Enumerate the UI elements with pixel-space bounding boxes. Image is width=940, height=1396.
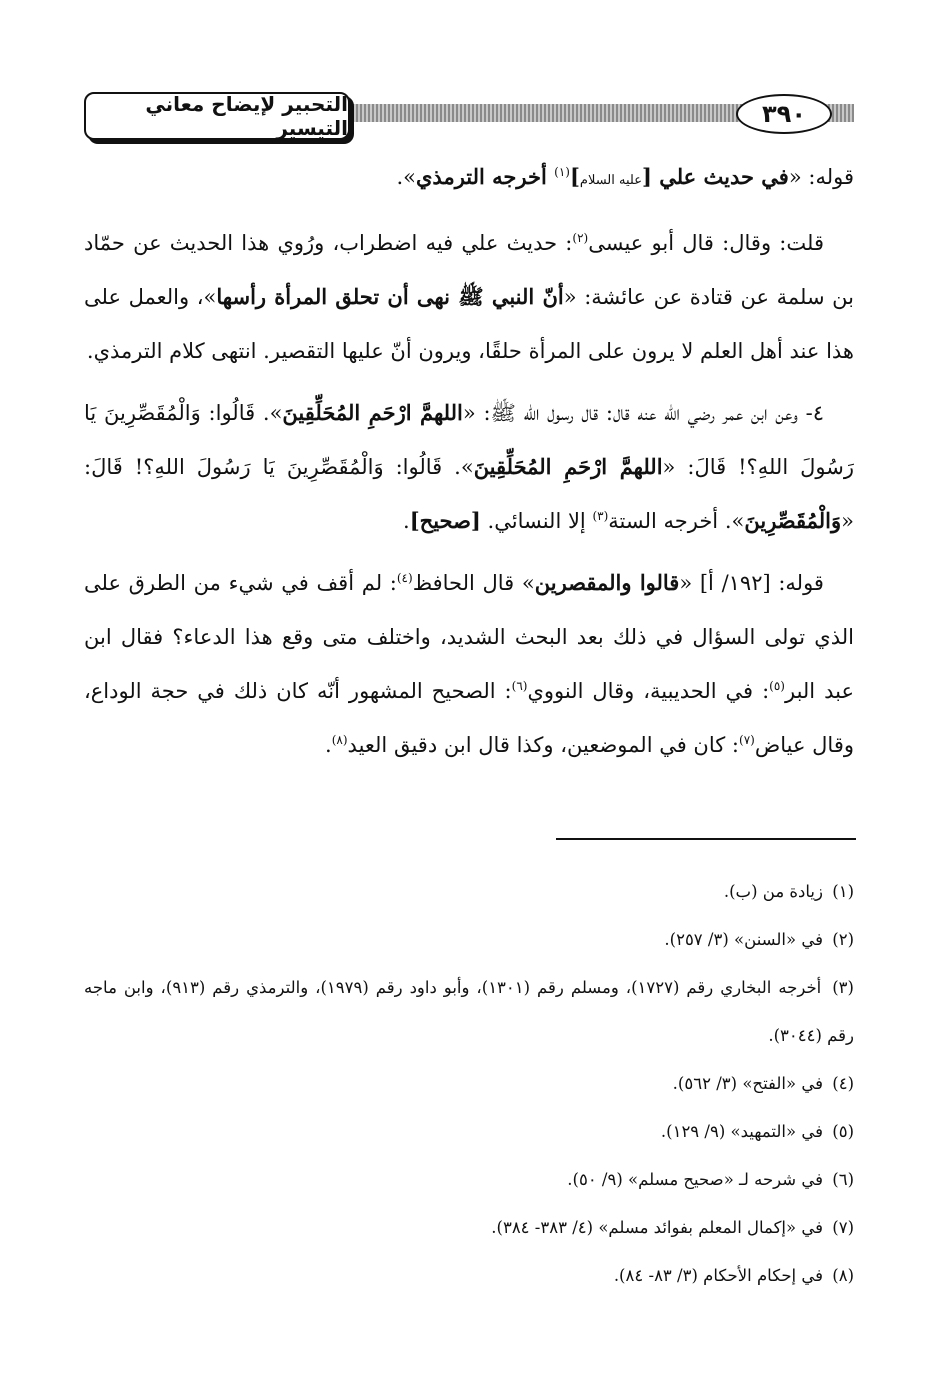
footnote: (١) زيادة من (ب). <box>723 882 854 901</box>
footnote: (٣) أخرجه البخاري رقم (١٧٢٧)، ومسلم رقم (١٣٠١)، وأبو داود رقم (١٩٧٩)، والترمذي رقم (٩١٣)، وابن ماجه رقم (٣٠٤٤). <box>84 978 854 1045</box>
footnote: (٨) في إحكام الأحكام (٣/ ٨٣- ٨٤). <box>613 1266 854 1285</box>
hadith-grade: [صحيح] <box>409 508 481 533</box>
footnote: (٧) في «إكمال المعلم بفوائد مسلم» (٤/ ٣٨٣- ٣٨٤). <box>491 1218 854 1237</box>
footnote-ref-2: (٢) <box>572 231 589 245</box>
footnote-ref-4: (٤) <box>396 571 413 585</box>
footnote: (٥) في «التمهيد» (٩/ ١٢٩). <box>660 1122 854 1141</box>
page-number: ٣٩٠ <box>736 94 832 134</box>
page-header <box>84 92 854 146</box>
paragraph-2: قلت: وقال: قال أبو عيسى$^{(٢)}$: حديث علي فيه اضطراب، ورُوي هذا الحديث عن حمّاد بن سلمة عن قتادة عن عائشة: «أنّ النبي ﷺ نهى أن تحلق المرأة رأسها»، والعمل على هذا عند أهل العلم لا يرون على المرأة حلقًا، ويرون أنّ عليها التقصير. انتهى كلام الترمذي. <box>84 231 855 363</box>
footnote-ref-8: (٨) <box>331 733 348 747</box>
paragraph-1: قوله: «في حديث علي [عليه السلام]$^{(١)}$ أخرجه الترمذي». <box>396 164 854 189</box>
honorific-glyph: عليه السلام <box>579 173 642 188</box>
footnote-ref-3: (٣) <box>592 509 609 523</box>
footnote-ref-5: (٥) <box>769 679 785 693</box>
paragraph-3: ٤- وعن ابن عمر رضي الله عنه قال: قال رسول الله ﷺ: «اللهمَّ ارْحَمِ المُحَلِّقِينَ». قَالُوا: وَالْمُقَصِّرِينَ يَا رَسُولَ اللهِ؟! قَالَ: «اللهمَّ ارْحَمِ المُحَلِّقِينَ». قَالُوا: وَالْمُقَصِّرِينَ يَا رَسُولَ اللهِ؟! قَالَ: «وَالْمُقَصِّرِينَ». أخرجه الستة$^{(٣)}$ إلا النسائي. [صحيح]. <box>84 400 854 533</box>
footnote: (٤) في «الفتح» (٣/ ٥٦٢). <box>672 1074 854 1093</box>
footnote: (٦) في شرحه لـ «صحيح مسلم» (٩/ ٥٠). <box>567 1170 854 1189</box>
footnote-ref-7: (٧) <box>739 733 755 747</box>
footnote-ref-6: (٦) <box>511 679 528 693</box>
footnote-ref-1: (١) <box>554 165 570 179</box>
footnote: (٢) في «السنن» (٣/ ٢٥٧). <box>664 930 854 949</box>
book-title: التحبير لإيضاح معاني التيسير <box>84 92 350 140</box>
footnotes <box>84 868 854 1300</box>
footnote-separator <box>556 838 856 840</box>
paragraph-4: قوله: [١٩٢/ أ] «قالوا والمقصرين» قال الحافظ$^{(٤)}$: لم أقف في شيء من الطرق على الذي تولى السؤال في ذلك بعد البحث الشديد، واختلف متى وقع هذا الدعاء؟ فقال ابن عبد البر$^{(٥)}$: في الحديبية، وقال النووي$^{(٦)}$: الصحيح المشهور أنّه كان ذلك في حجة الوداع، وقال عياض$^{(٧)}$: كان في الموضعين، وكذا قال ابن دقيق العيد$^{(٨)}$. <box>84 570 854 757</box>
main-text <box>84 150 854 772</box>
